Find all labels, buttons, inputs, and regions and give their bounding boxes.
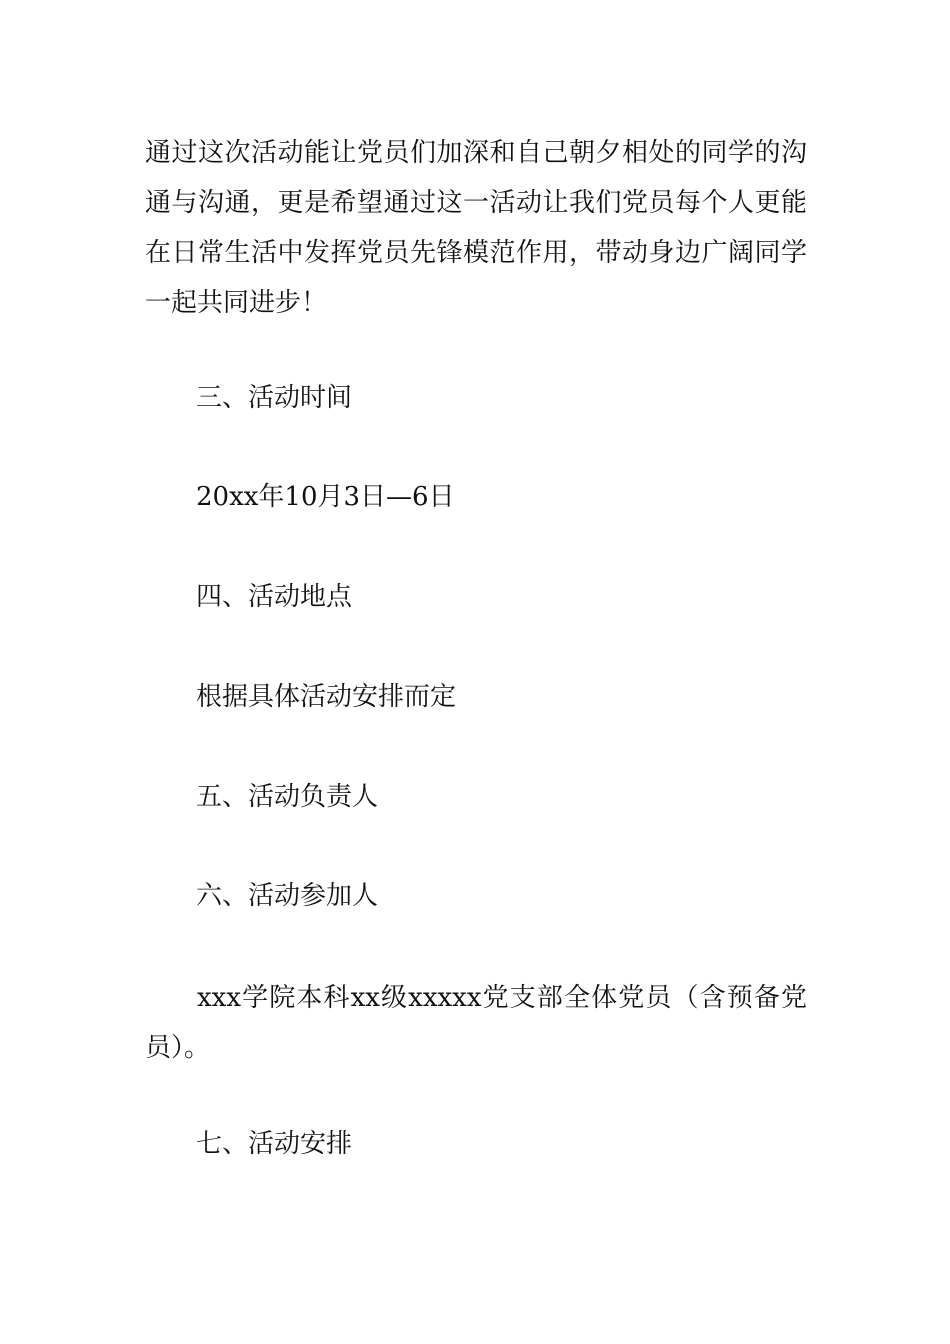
section-6-heading: 六、活动参加人	[196, 881, 379, 911]
intro-paragraph: 通过这次活动能让党员们加深和自己朝夕相处的同学的沟通与沟通，更是希望通过这一活动让我们党员每个人更能在日常生活中发挥党员先锋模范作用，带动身边广阔同学一起共同进步！	[145, 138, 807, 318]
section-7-heading: 七、活动安排	[196, 1129, 353, 1159]
section-4-body: 根据具体活动安排而定	[196, 682, 457, 712]
section-4-heading: 四、活动地点	[196, 582, 353, 612]
section-3-body: 20xx年10月3日—6日	[196, 482, 455, 512]
section-6-body: xxx学院本科xx级xxxxx党支部全体党员（含预备党员）。	[145, 983, 807, 1063]
section-5-heading: 五、活动负责人	[196, 782, 379, 812]
section-3-heading: 三、活动时间	[196, 383, 353, 413]
